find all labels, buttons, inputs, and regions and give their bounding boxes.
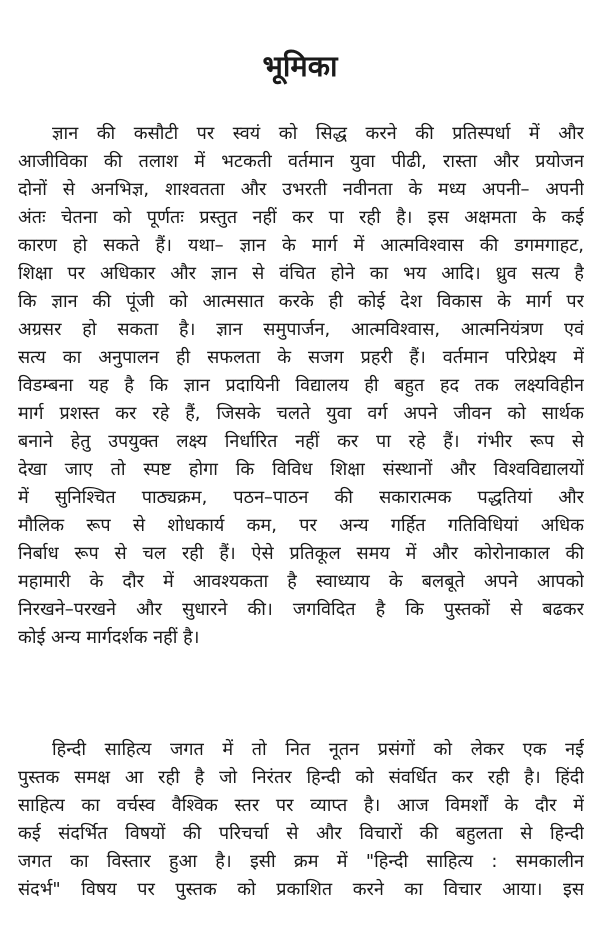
text-line: कई संदर्भित विषयों की परिचर्चा से और विचारों की बहुलता से हिन्दी <box>18 823 584 844</box>
paragraph-1 <box>18 120 584 652</box>
text-line: पुस्तक समक्ष आ रही है जो निरंतर हिन्दी को संवर्धित कर रही है। हिंदी <box>18 767 584 788</box>
paragraph-2 <box>18 736 584 904</box>
text-line: संदर्भ" विषय पर पुस्तक को प्रकाशित करने का विचार आया। इस <box>18 879 584 900</box>
text-line: ज्ञान की कसौटी पर स्वयं को सिद्ध करने की प्रतिस्पर्धा में और <box>52 123 584 144</box>
text-line: आजीविका की तलाश में भटकती वर्तमान युवा पीढी, रास्ता और प्रयोजन <box>18 151 584 172</box>
text-line: जगत का विस्तार हुआ है। इसी क्रम में "हिन्दी साहित्य : समकालीन <box>18 851 584 872</box>
page-title: भूमिका <box>262 49 338 83</box>
text-line: दोनों से अनभिज्ञ, शाश्वतता और उभरती नवीनता के मध्य अपनी– अपनी <box>18 179 584 200</box>
text-line: निरखने–परखने और सुधारने की। जगविदित है कि पुस्तकों से बढकर <box>18 599 584 620</box>
text-line: साहित्य का वर्चस्व वैश्विक स्तर पर व्याप्त है। आज विमर्शों के दौर में <box>18 795 584 816</box>
text-line: हिन्दी साहित्य जगत में तो नित नूतन प्रसंगों को लेकर एक नई <box>52 739 584 760</box>
text-line: महामारी के दौर में आवश्यकता है स्वाध्याय के बलबूते अपने आपको <box>18 571 584 592</box>
text-line: मौलिक रूप से शोधकार्य कम, पर अन्य गर्हित गतिविधियां अधिक <box>18 515 584 536</box>
text-line: कारण हो सकते हैं। यथा– ज्ञान के मार्ग में आत्मविश्वास की डगमगाहट, <box>18 235 584 256</box>
text-line: मार्ग प्रशस्त कर रहे हैं, जिसके चलते युवा वर्ग अपने जीवन को सार्थक <box>18 403 584 424</box>
text-line: अग्रसर हो सकता है। ज्ञान समुपार्जन, आत्मविश्वास, आत्मनियंत्रण एवं <box>18 319 584 340</box>
text-line: देखा जाए तो स्पष्ट होगा कि विविध शिक्षा संस्थानों और विश्वविद्यालयों <box>18 459 584 480</box>
text-line: बनाने हेतु उपयुक्त लक्ष्य निर्धारित नहीं कर पा रहे हैं। गंभीर रूप से <box>18 431 584 452</box>
text-line: कोई अन्य मार्गदर्शक नहीं है। <box>18 627 200 648</box>
text-line: सत्य का अनुपालन ही सफलता के सजग प्रहरी हैं। वर्तमान परिप्रेक्ष्य में <box>18 347 584 368</box>
text-line: विडम्बना यह है कि ज्ञान प्रदायिनी विद्यालय ही बहुत हद तक लक्ष्यविहीन <box>18 375 584 396</box>
text-line: अंतः चेतना को पूर्णतः प्रस्तुत नहीं कर पा रही है। इस अक्षमता के कई <box>18 207 584 228</box>
text-line: शिक्षा पर अधिकार और ज्ञान से वंचित होने का भय आदि। ध्रुव सत्य है <box>18 263 584 284</box>
text-line: कि ज्ञान की पूंजी को आत्मसात करके ही कोई देश विकास के मार्ग पर <box>18 291 584 312</box>
text-line: निर्बाध रूप से चल रही हैं। ऐसे प्रतिकूल समय में और कोरोनाकाल की <box>18 543 584 564</box>
text-line: में सुनिश्चित पाठ्यक्रम, पठन–पाठन की सकारात्मक पद्धतियां और <box>18 487 584 508</box>
